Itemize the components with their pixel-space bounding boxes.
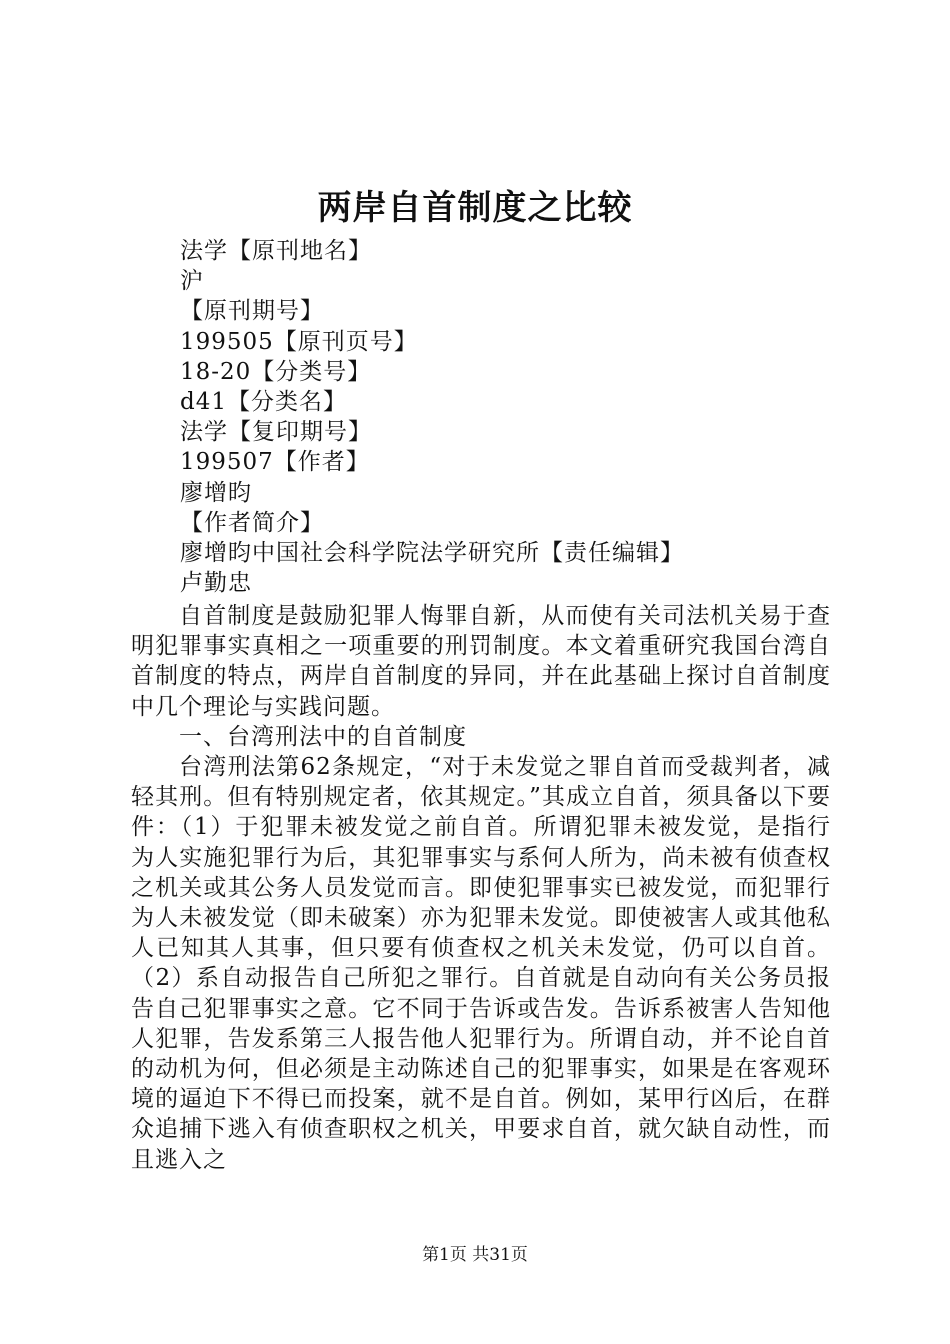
metadata-line: 沪 [180,268,204,295]
section-heading: 一、台湾刑法中的自首制度 [179,723,467,750]
metadata-line: 【作者简介】 [180,509,324,536]
metadata-line: 廖增昀中国社会科学院法学研究所【责任编辑】 [180,539,684,566]
metadata-line: 廖增昀 [180,479,252,506]
metadata-line: 199505【原刊页号】 [180,328,418,355]
page-footer: 第1页 共31页 [422,1245,528,1265]
metadata-line: 199507【作者】 [180,449,370,476]
metadata-line: 【原刊期号】 [180,298,324,325]
metadata-line: d41【分类名】 [180,388,347,415]
metadata-line: 法学【复印期号】 [180,419,372,446]
body-text [131,601,831,1175]
document-title: 两岸自首制度之比较 [317,188,633,228]
metadata-line: 法学【原刊地名】 [180,238,372,264]
metadata-block [180,236,880,598]
paragraph-article-62: 台湾刑法第62条规定，“对于未发觉之罪自首而受裁判者，减轻其刑。但有特别规定者，依其规定。”其成立自首，须具备以下要件：（1）于犯罪未被发觉之前自首。所谓犯罪未被发觉，是指行为人实施犯罪行为后，其犯罪事实与系何人所为，尚未被有侦查权之机关或其公务人员发觉而言。即使犯罪事实已被发觉，而犯罪行为人未被发觉（即未破案）亦为犯罪未发觉。即使被害人或其他私人已知其人其事，但只要有侦查权之机关未发觉，仍可以自首。（2）系自动报告自己所犯之罪行。自首就是自动向有关公务员报告自己犯罪事实之意。它不同于告诉或告发。告诉系被害人告知他人犯罪，告发系第三人报告他人犯罪行为。所谓自动，并不论自首的动机为何，但必须是主动陈述自己的犯罪事实，如果是在客观环境的逼迫下不得已而投案，就不是自首。例如，某甲行凶后，在群众追捕下逃入有侦查职权之机关，甲要求自首，就欠缺自动性，而且逃入之 [131,754,831,1173]
metadata-line: 18-20【分类号】 [180,358,372,385]
metadata-line: 卢勤忠 [180,570,252,597]
paragraph-intro: 自首制度是鼓励犯罪人悔罪自新，从而使有关司法机关易于查明犯罪事实真相之一项重要的刑罚制度。本文着重研究我国台湾自首制度的特点，两岸自首制度的异同，并在此基础上探讨自首制度中几个理论与实践问题。 [131,603,831,720]
